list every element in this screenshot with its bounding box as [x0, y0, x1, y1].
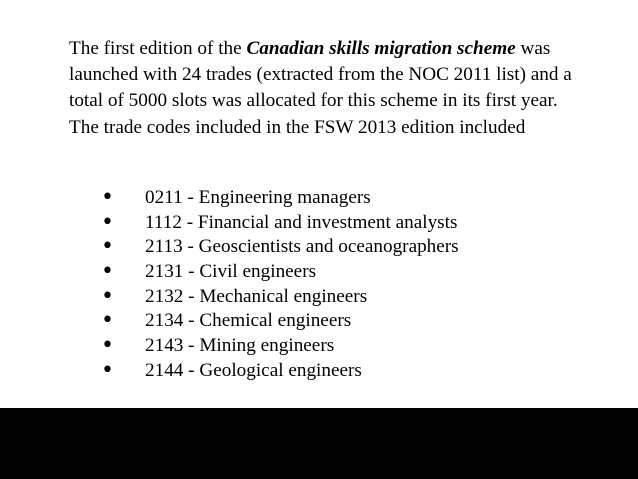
bullet-icon: • [101, 357, 114, 383]
list-item-text: 2134 - Chemical engineers [145, 310, 352, 332]
list-item-text: 2132 - Mechanical engineers [145, 285, 368, 307]
intro-text-after: was launched with 24 trades (extracted from the NOC 2011 list) and a total of 5000 slots was allocated for this scheme in its first year. The trade codes included in the FSW 2013 edition included [69, 38, 572, 138]
bullet-icon: • [101, 234, 114, 260]
list-item-text: 2113 - Geoscientists and oceanographers [145, 236, 459, 258]
intro-emphasis: Canadian skills migration scheme [246, 38, 516, 59]
bullet-icon: • [101, 259, 114, 285]
bullet-icon: • [101, 185, 114, 210]
list-item-text: 2131 - Civil engineers [145, 261, 317, 283]
bullet-icon: • [101, 308, 114, 334]
list-item-text: 2143 - Mining engineers [145, 335, 335, 357]
list-item-text: 1112 - Financial and investment analysts [145, 211, 458, 233]
bottom-black-bar [0, 408, 638, 479]
list-item-text: 0211 - Engineering managers [145, 187, 371, 208]
bullet-icon: • [101, 283, 114, 309]
bullet-icon: • [101, 209, 114, 235]
bullet-icon: • [101, 333, 114, 359]
intro-text-before: The first edition of the [69, 38, 247, 59]
intro-paragraph [69, 36, 589, 141]
list-item-text: 2144 - Geological engineers [145, 359, 362, 381]
